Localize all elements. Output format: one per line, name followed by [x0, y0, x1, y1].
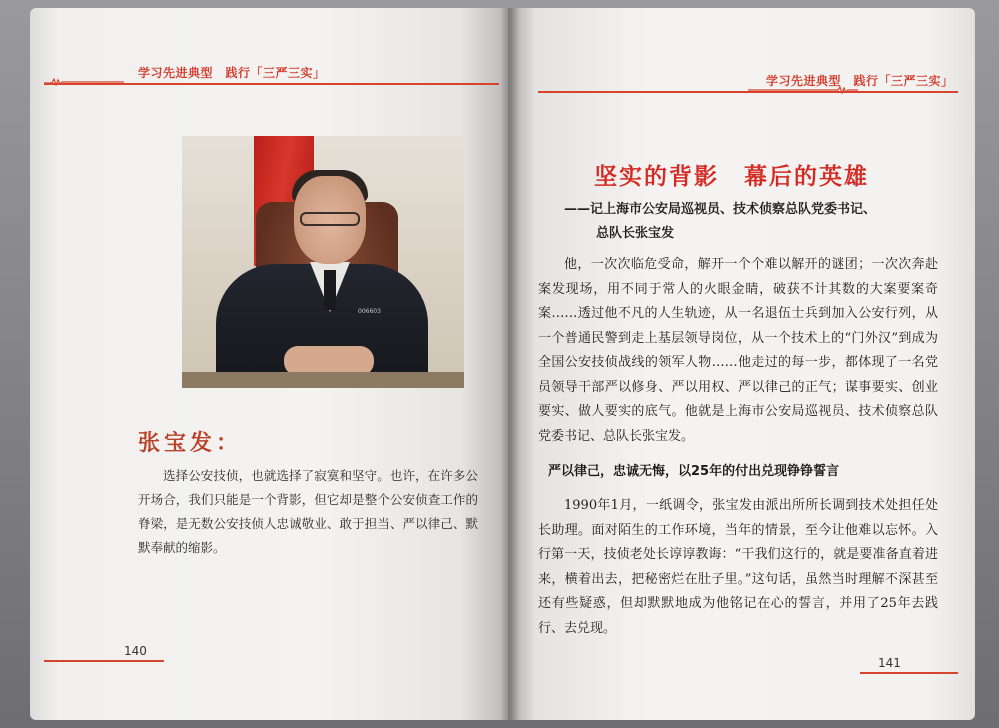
name-heading: 张宝发： — [138, 430, 243, 456]
running-head-right: 学习先进典型 践行「三严三实」 — [766, 74, 954, 88]
necktie — [324, 270, 336, 310]
section-heading: 严以律己，忠诚无悔，以25年的付出兑现铮铮誓言 — [548, 464, 840, 479]
footer-rule-left — [44, 660, 164, 662]
police-badge-number: 006603 — [358, 308, 381, 315]
footer-rule-right — [860, 672, 958, 674]
subtitle-line-2: 总队长张宝发 — [596, 226, 675, 241]
article-title: 坚实的背影 幕后的英雄 — [594, 164, 869, 190]
running-head-left: 学习先进典型 践行「三严三实」 — [138, 66, 326, 80]
left-page — [30, 8, 508, 720]
header-rule-left — [44, 83, 499, 85]
page-number-left: 140 — [124, 644, 147, 658]
article-subtitle — [564, 198, 934, 246]
open-book — [30, 8, 975, 720]
page-edge-stack — [971, 14, 975, 714]
portrait-photo — [182, 136, 464, 388]
quote-text: 选择公安技侦，也就选择了寂寞和坚守。也许，在许多公开场合，我们只能是一个背影，但它却是整个公安侦查工作的脊梁，是无数公安技侦人忠诚敬业、敢于担当、严以律己、默默奉献的缩影。 — [138, 468, 478, 555]
subtitle-line-1: ——记上海市公安局巡视员、技术侦察总队党委书记、 — [564, 202, 877, 217]
paragraph-intro: 他，一次次临危受命，解开一个个难以解开的谜团；一次次奔赴案发现场，用不同于常人的火眼金睛，破获不计其数的大案要案奇案……透过他不凡的人生轨迹，从一名退伍士兵到加入公安行列，从一个普通民警到走上基层领导岗位，从一个技术上的“门外汉”到成为全国公安技侦战线的领军人物……他走过的每一步，都体现了一名党员领导干部严以修身、严以用权、严以律己的正气；谋事要实、创业要实、做人要实的底气。他就是上海市公安局巡视员、技术侦察总队党委书记、总队长张宝发。 — [538, 257, 938, 444]
paragraph-section-1: 1990年1月，一纸调令，张宝发由派出所所长调到技术处担任处长助理。面对陌生的工作环境，当年的情景，至今让他难以忘怀。入行第一天，技侦老处长谆谆教诲：“干我们这行的，就是要准备直着进来，横着出去，把秘密烂在肚子里。”这句话，虽然当时理解不深甚至还有些疑惑，但却默默地成为他铭记在心的誓言，并用了25年去践行、去兑现。 — [538, 498, 938, 636]
header-rule-right — [538, 91, 958, 93]
glasses — [300, 212, 360, 226]
right-page — [508, 8, 975, 720]
page-number-right: 141 — [878, 656, 901, 670]
desk-edge — [182, 372, 464, 388]
